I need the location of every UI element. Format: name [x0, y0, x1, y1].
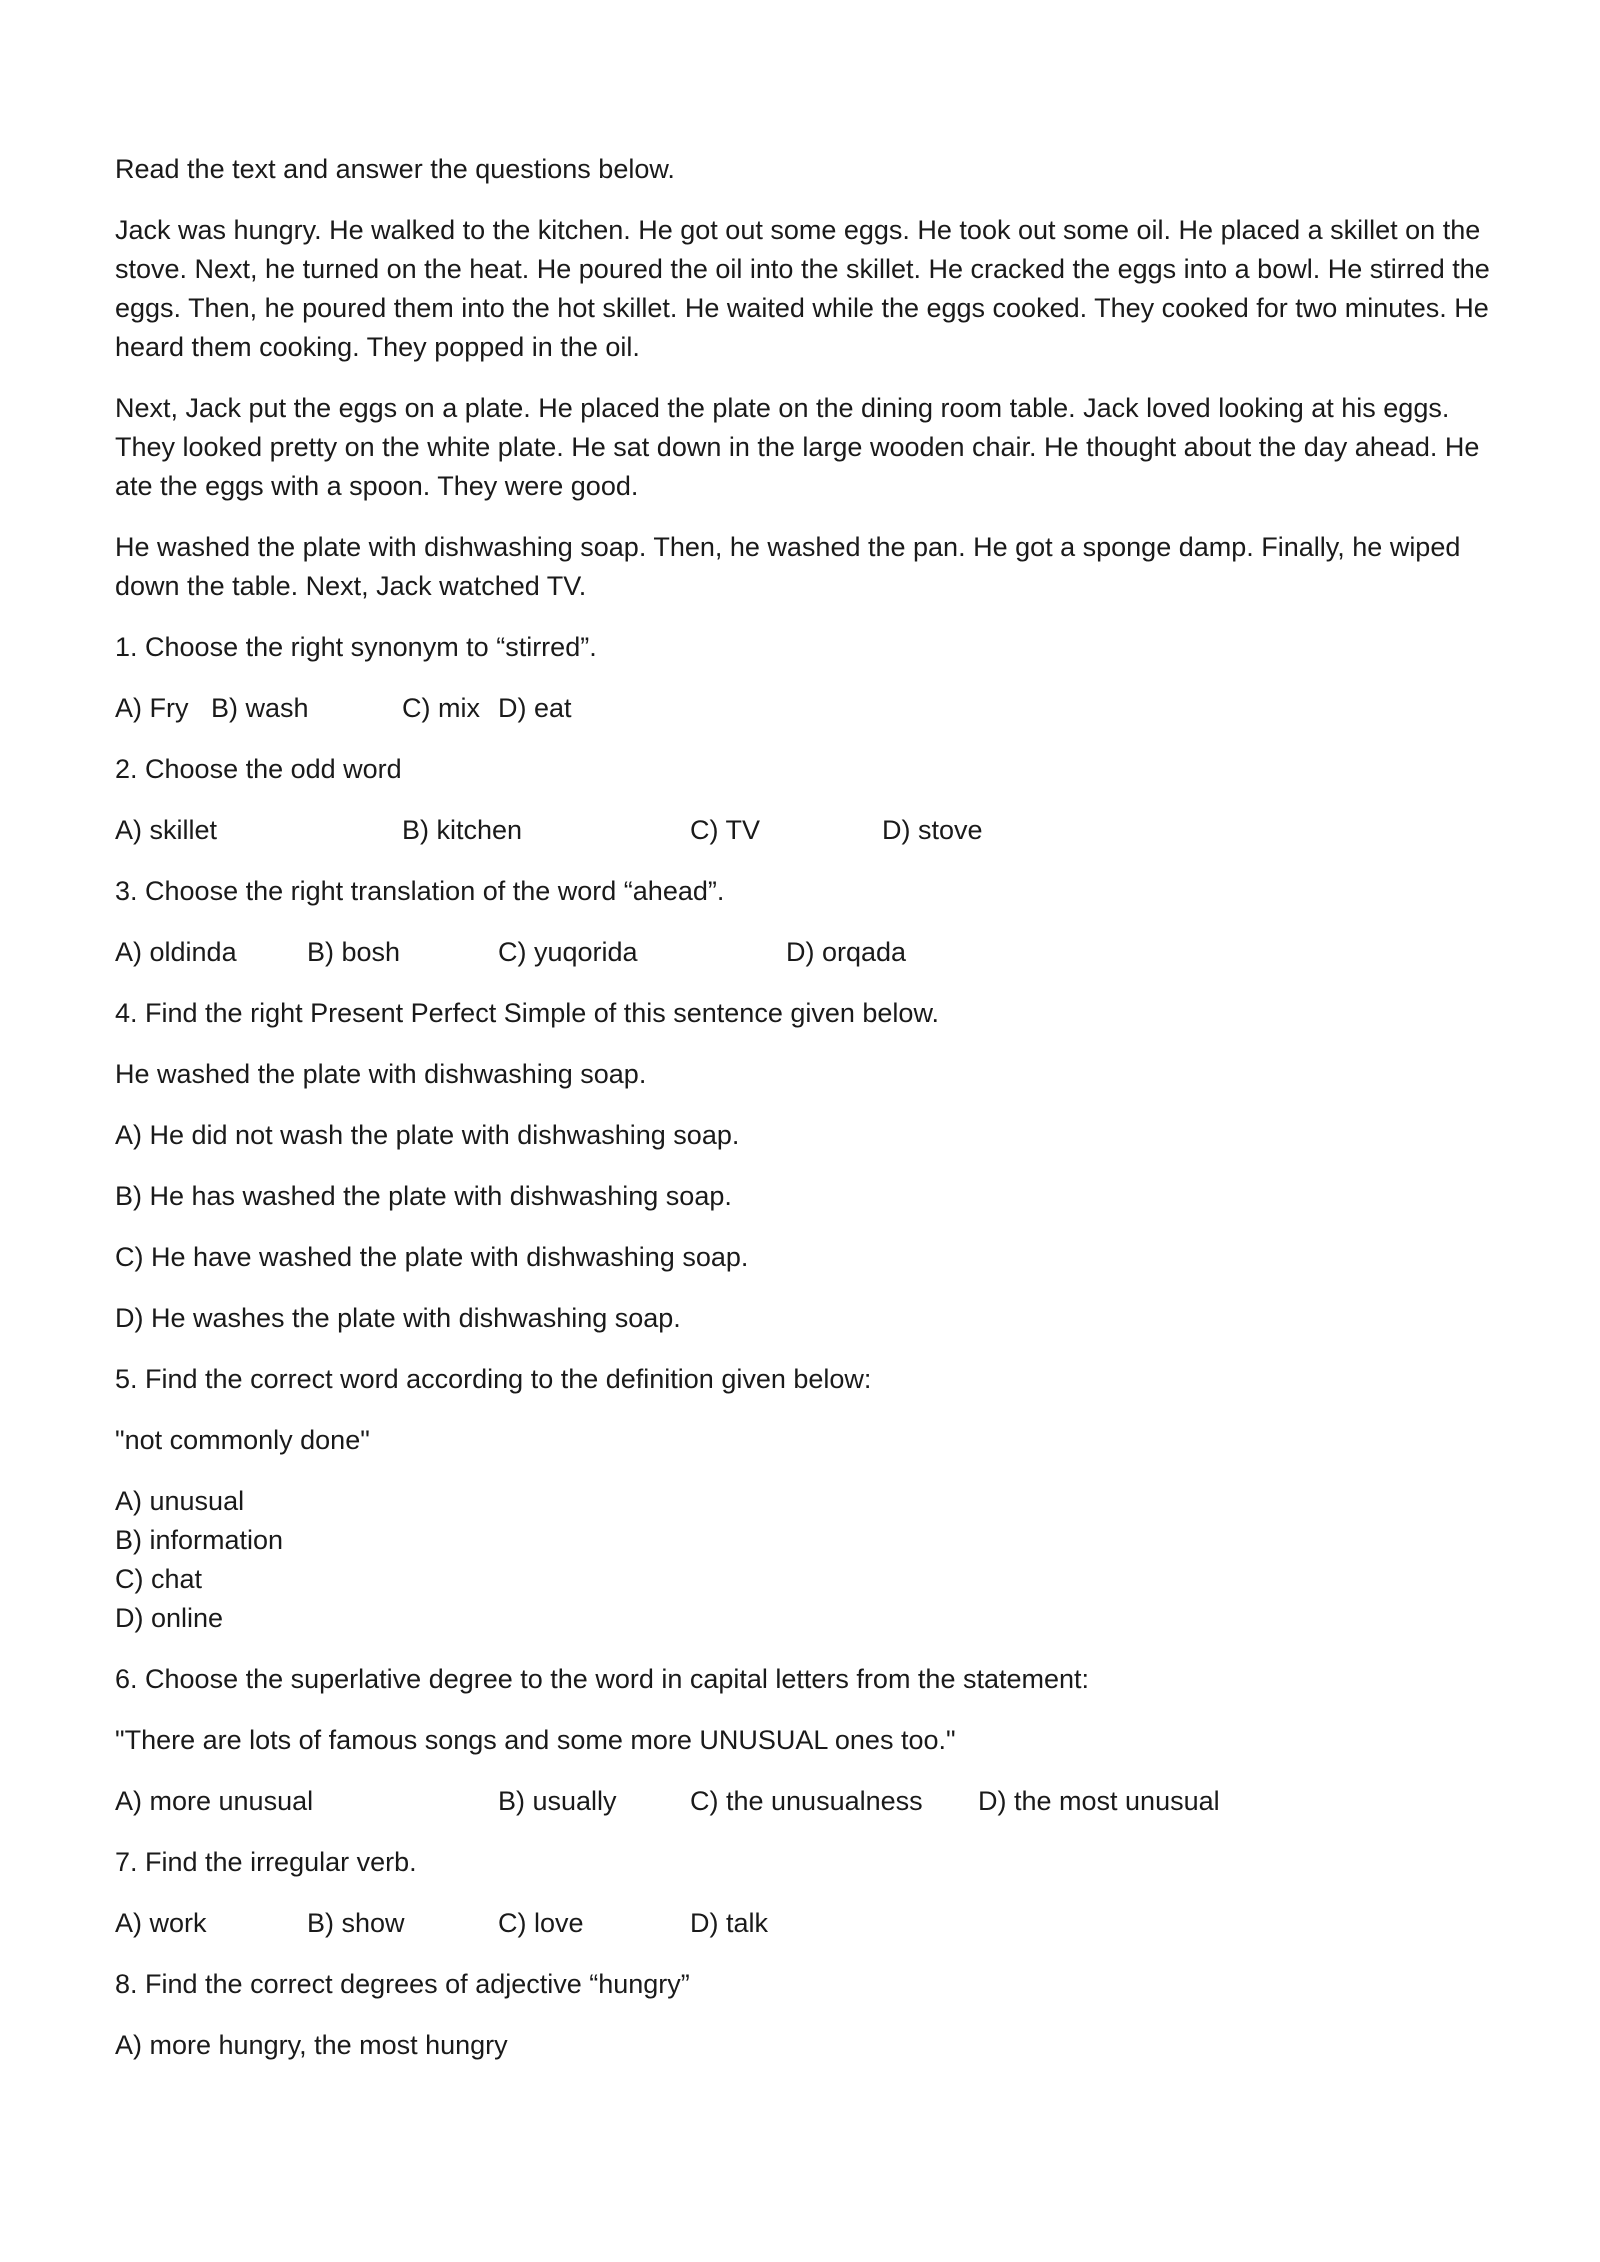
- option-b: B) wash: [211, 693, 309, 723]
- question-1: 1. Choose the right synonym to “stirred”.: [115, 632, 597, 662]
- option-c: C) chat: [115, 1564, 203, 1594]
- option-c: C) love: [498, 1908, 584, 1938]
- question-1-options: [115, 689, 1515, 728]
- option-a: A) more unusual: [115, 1786, 314, 1816]
- question-8: 8. Find the correct degrees of adjective “hungry”: [115, 1969, 690, 1999]
- option-a: A) unusual: [115, 1486, 245, 1516]
- option-d: D) online: [115, 1603, 224, 1633]
- option-c: C) He have washed the plate with dishwashing soap.: [115, 1242, 749, 1272]
- passage-paragraph-3: He washed the plate with dishwashing soap. Then, he washed the pan. He got a sponge damp. Finally, he wiped down the table. Next, Jack watched TV.: [115, 532, 1461, 601]
- option-d: D) talk: [690, 1908, 769, 1938]
- instruction: Read the text and answer the questions below.: [115, 154, 675, 184]
- option-a: A) Fry: [115, 693, 189, 723]
- option-b: B) kitchen: [402, 815, 523, 845]
- option-b: B) information: [115, 1525, 284, 1555]
- option-b: B) bosh: [307, 937, 401, 967]
- option-b: B) usually: [498, 1786, 617, 1816]
- option-d: D) eat: [498, 693, 572, 723]
- option-b: B) show: [307, 1908, 405, 1938]
- question-3: 3. Choose the right translation of the word “ahead”.: [115, 876, 725, 906]
- option-a: A) He did not wash the plate with dishwashing soap.: [115, 1120, 740, 1150]
- option-c: C) mix: [402, 693, 480, 723]
- question-2-options: [115, 811, 1515, 850]
- question-5-definition: "not commonly done": [115, 1425, 370, 1455]
- option-a: A) more hungry, the most hungry: [115, 2030, 508, 2060]
- option-d: D) He washes the plate with dishwashing soap.: [115, 1303, 681, 1333]
- option-d: D) orqada: [786, 937, 907, 967]
- question-6: 6. Choose the superlative degree to the word in capital letters from the statement:: [115, 1664, 1090, 1694]
- option-d: D) the most unusual: [978, 1786, 1220, 1816]
- passage-paragraph-1: Jack was hungry. He walked to the kitchen. He got out some eggs. He took out some oil. He placed a skillet on the stove. Next, he turned on the heat. He poured the oil into the skillet. He cracked the eggs into a bowl. He stirred the eggs. Then, he poured them into the hot skillet. He waited while the eggs cooked. They cooked for two minutes. He heard them cooking. They popped in the oil.: [115, 215, 1490, 362]
- question-2: 2. Choose the odd word: [115, 754, 402, 784]
- option-c: C) yuqorida: [498, 937, 638, 967]
- option-b: B) He has washed the plate with dishwashing soap.: [115, 1181, 732, 1211]
- question-7: 7. Find the irregular verb.: [115, 1847, 417, 1877]
- option-a: A) work: [115, 1908, 207, 1938]
- question-6-statement: "There are lots of famous songs and some more UNUSUAL ones too.": [115, 1725, 956, 1755]
- question-4: 4. Find the right Present Perfect Simple of this sentence given below.: [115, 998, 939, 1028]
- question-4-sentence: He washed the plate with dishwashing soap.: [115, 1059, 647, 1089]
- passage-paragraph-2: Next, Jack put the eggs on a plate. He placed the plate on the dining room table. Jack loved looking at his eggs. They looked pretty on the white plate. He sat down in the large wooden chair. He thought about the day ahead. He ate the eggs with a spoon. They were good.: [115, 393, 1480, 501]
- question-5: 5. Find the correct word according to the definition given below:: [115, 1364, 872, 1394]
- question-7-options: [115, 1904, 1515, 1943]
- question-5-options: [115, 1482, 1515, 1638]
- option-d: D) stove: [882, 815, 983, 845]
- document-page: [115, 150, 1515, 2087]
- option-a: A) oldinda: [115, 937, 237, 967]
- question-6-options: [115, 1782, 1515, 1821]
- option-c: C) the unusualness: [690, 1786, 923, 1816]
- option-c: C) TV: [690, 815, 761, 845]
- option-a: A) skillet: [115, 815, 218, 845]
- question-3-options: [115, 933, 1515, 972]
